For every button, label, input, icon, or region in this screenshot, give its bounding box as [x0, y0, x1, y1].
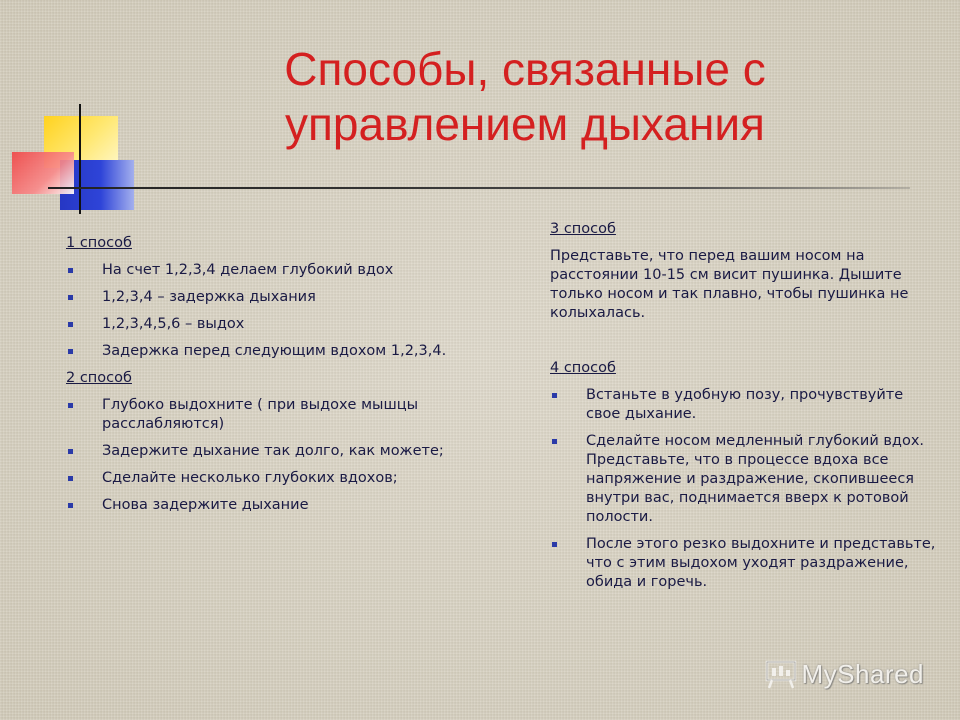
list-item: Встаньте в удобную позу, прочувствуйте свое дыхание. [550, 386, 942, 424]
method-3-text: Представьте, что перед вашим носом на расстоянии 10-15 см висит пушинка. Дышите только носом и так плавно, чтобы пушинка не колыхалась. [550, 248, 909, 321]
list-item: Глубоко выдохните ( при выдохе мышцы расслабляются) [66, 396, 456, 434]
method-1-list [66, 261, 456, 361]
slide-title: Способы, связанные с управлением дыхания [284, 43, 766, 150]
method-2-heading: 2 способ [66, 370, 132, 386]
method-3-heading: 3 способ [550, 221, 616, 237]
right-column [550, 220, 942, 600]
title-divider [48, 187, 910, 189]
list-item: Задержите дыхание так долго, как можете; [66, 442, 456, 461]
list-item: Сделайте несколько глубоких вдохов; [66, 469, 456, 488]
method-4-list [550, 386, 942, 592]
method-2-list [66, 396, 456, 515]
watermark-logo [764, 659, 925, 690]
list-item: На счет 1,2,3,4 делаем глубокий вдох [66, 261, 456, 280]
list-item: После этого резко выдохните и представьте, что с этим выдохом уходят раздражение, обида и горечь. [550, 535, 942, 592]
list-item: Снова задержите дыхание [66, 496, 456, 515]
presentation-board-icon [764, 660, 798, 690]
watermark-text: MyShared [801, 659, 924, 689]
list-item: Сделайте носом медленный глубокий вдох. Представьте, что в процессе вдоха все напряжение и раздражение, скопившееся внутри вас, поднимается вверх к ротовой полости. [550, 432, 942, 527]
method-1-heading: 1 способ [66, 235, 132, 251]
list-item: 1,2,3,4,5,6 – выдох [66, 315, 456, 334]
list-item: 1,2,3,4 – задержка дыхания [66, 288, 456, 307]
method-4-heading: 4 способ [550, 360, 616, 376]
vertical-rule [79, 104, 81, 214]
left-column [66, 234, 456, 523]
list-item: Задержка перед следующим вдохом 1,2,3,4. [66, 342, 456, 361]
